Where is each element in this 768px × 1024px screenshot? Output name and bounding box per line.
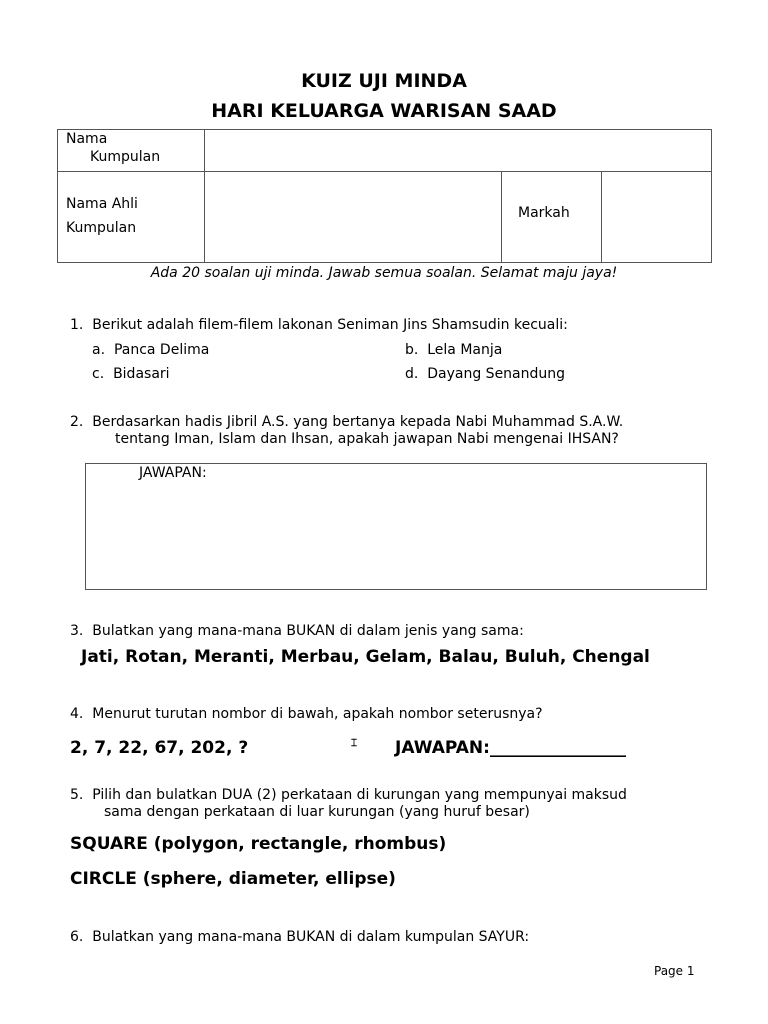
nama-kumpulan-label: Nama Kumpulan [66, 131, 161, 165]
mark-glyph: ⌶ [351, 738, 357, 749]
answer-line[interactable]: JAWAPAN:________________ [395, 738, 626, 758]
instructions: Ada 20 soalan uji minda. Jawab semua soalan. Selamat maju jaya! [150, 265, 618, 281]
nama-kumpulan-field[interactable] [205, 130, 711, 171]
nama-ahli-field[interactable] [205, 172, 501, 262]
answer-label: JAWAPAN: [139, 465, 207, 481]
tree-list: Jati, Rotan, Meranti, Merbau, Gelam, Balau, Buluh, Chengal [81, 647, 650, 667]
question-6: 6. Bulatkan yang mana-mana BUKAN di dalam kumpulan SAYUR: [70, 929, 530, 945]
question-5: 5. Pilih dan bulatkan DUA (2) perkataan di kurungan yang mempunyai maksud [70, 787, 627, 803]
question-2: 2. Berdasarkan hadis Jibril A.S. yang bertanya kepada Nabi Muhammad S.A.W. [70, 414, 624, 430]
question-5-line2: sama dengan perkataan di luar kurungan (yang huruf besar) [104, 804, 530, 820]
page-title: KUIZ UJI MINDA [301, 70, 467, 92]
markah-label: Markah [518, 205, 570, 221]
page-subtitle: HARI KELUARGA WARISAN SAAD [211, 100, 557, 122]
option-b: b. Lela Manja [405, 342, 503, 358]
markah-field[interactable] [602, 172, 711, 262]
circle-line: CIRCLE (sphere, diameter, ellipse) [70, 869, 396, 889]
nama-ahli-label: Nama Ahli Kumpulan [66, 196, 138, 236]
question-3: 3. Bulatkan yang mana-mana BUKAN di dalam jenis yang sama: [70, 623, 524, 639]
square-line: SQUARE (polygon, rectangle, rhombus) [70, 834, 447, 854]
question-2-line2: tentang Iman, Islam dan Ihsan, apakah jawapan Nabi mengenai IHSAN? [115, 431, 619, 447]
number-sequence: 2, 7, 22, 67, 202, ? [70, 738, 249, 758]
option-d: d. Dayang Senandung [405, 366, 566, 382]
page-number: Page 1 [654, 964, 695, 978]
question-1: 1. Berikut adalah filem-filem lakonan Seniman Jins Shamsudin kecuali: [70, 317, 568, 333]
option-c: c. Bidasari [92, 366, 170, 382]
table-divider [501, 171, 502, 263]
question-4: 4. Menurut turutan nombor di bawah, apakah nombor seterusnya? [70, 706, 543, 722]
option-a: a. Panca Delima [92, 342, 210, 358]
answer-box[interactable] [85, 463, 707, 590]
